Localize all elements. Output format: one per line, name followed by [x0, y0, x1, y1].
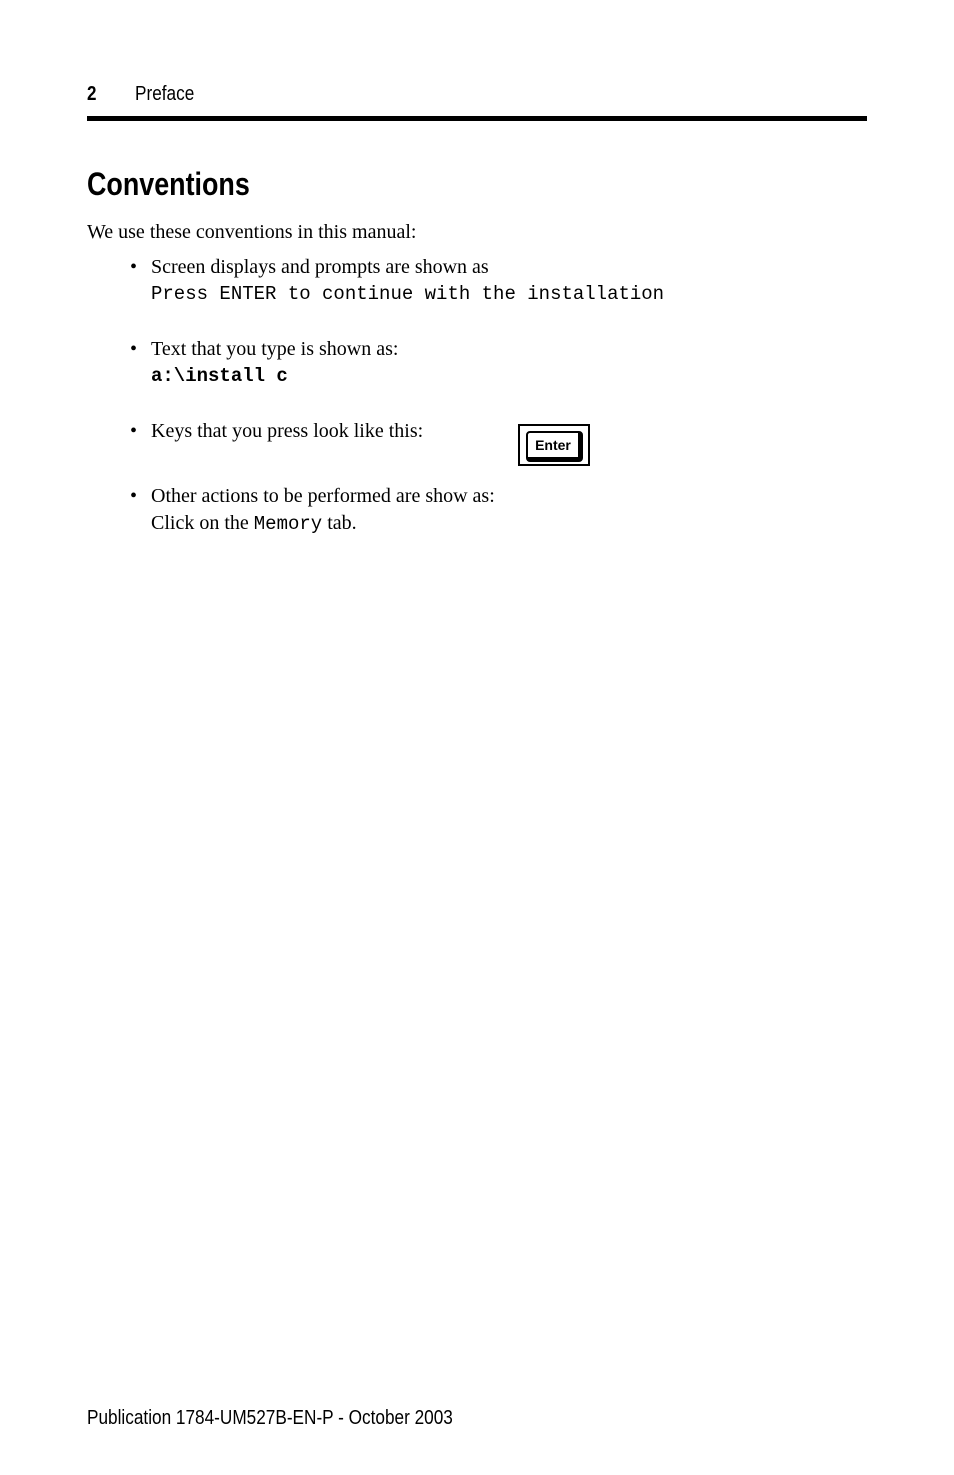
enter-key-label: Enter: [526, 431, 583, 462]
page-number: 2: [87, 83, 97, 105]
convention-body: [151, 418, 423, 445]
publication-footer: Publication 1784-UM527B-EN-P - October 2003: [87, 1407, 453, 1429]
bullet-icon: •: [130, 256, 138, 278]
header-rule: [87, 116, 867, 121]
bullet-icon: •: [130, 485, 138, 507]
convention-text: Text that you type is shown as:: [151, 338, 399, 360]
page-title: Conventions: [87, 166, 250, 202]
action-prefix: Click on the: [151, 512, 254, 534]
action-example: [151, 510, 495, 538]
page-header: [87, 80, 867, 110]
screen-prompt-example: Press ENTER to continue with the installation: [151, 283, 665, 305]
convention-body: [151, 254, 664, 308]
typed-text-example: a:\install c: [151, 365, 288, 387]
convention-body: [151, 336, 398, 390]
intro-text: We use these conventions in this manual:: [87, 221, 417, 243]
bullet-icon: •: [130, 420, 138, 442]
convention-text: Other actions to be performed are show as:: [151, 485, 495, 507]
bullet-icon: •: [130, 338, 138, 360]
action-suffix: tab.: [322, 512, 357, 534]
convention-body: [151, 483, 495, 538]
enter-key-icon: [518, 424, 590, 466]
convention-text: Keys that you press look like this:: [151, 420, 424, 442]
convention-text: Screen displays and prompts are shown as: [151, 256, 489, 278]
action-code: Memory: [253, 513, 323, 535]
section-name: Preface: [135, 83, 195, 105]
